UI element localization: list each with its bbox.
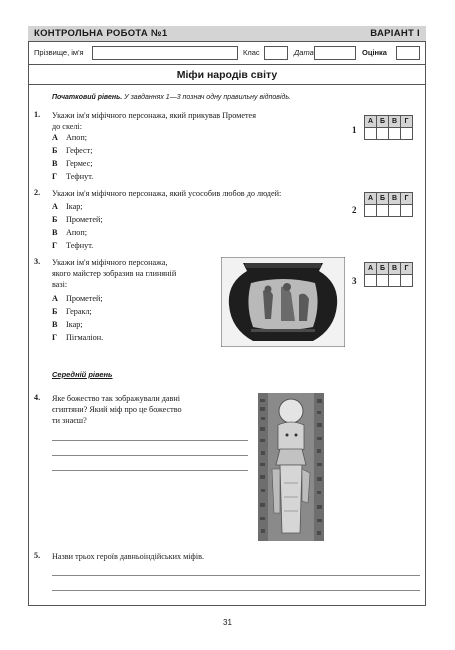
level1-instruction [52,94,291,101]
greek-vase-image [221,257,345,347]
answer-cell[interactable] [389,275,401,287]
q4-answer-line-3[interactable] [52,470,248,471]
q1-number: 1. [34,110,41,119]
q3-line-3: вазі: [52,280,68,289]
q5-text: Назви трьох героїв давньоіндійських міфів. [52,552,205,561]
variant-label: ВАРІАНТ І [370,28,420,39]
q3-option-b[interactable] [52,307,92,316]
option-text: Тефнут. [66,172,94,181]
q4-line-2: єгиптяни? Який міф про це божество [52,405,182,414]
option-text: Апоп; [66,228,88,237]
level1-text: У завданнях 1—3 познач одну правильну відповідь. [124,94,292,101]
worksheet-header [28,26,426,42]
q3-line-1: Укажи ім'я міфічного персонажа, [52,258,168,267]
q2-option-b[interactable] [52,215,103,224]
q1-option-a[interactable] [52,133,87,142]
q1-option-c[interactable] [52,159,93,168]
q2-text [52,188,367,199]
header-divider [28,64,426,65]
name-field[interactable] [92,46,238,60]
grid-header: В [389,263,401,275]
grid-header: Б [377,116,389,128]
answer-cell[interactable] [365,128,377,140]
level1-name: Початковий рівень. [52,94,123,101]
option-letter: В [52,159,58,168]
option-text: Прометей; [66,294,103,303]
q3-text [52,257,222,290]
q1-option-d[interactable] [52,172,93,181]
option-letter: Б [52,146,58,155]
option-text: Гефест; [66,146,93,155]
grid-header: В [389,193,401,205]
option-text: Тефнут. [66,241,94,250]
q2-option-d[interactable] [52,241,93,250]
grade-label: Оцінка [362,48,387,57]
name-label: Прізвище, ім'я [34,48,84,57]
level2-heading: Середній рівень [52,370,113,379]
page-number: 31 [223,618,232,627]
answer-cell[interactable] [365,275,377,287]
q3-option-a[interactable] [52,294,103,303]
grid-header: Г [401,116,413,128]
q5-answer-line-1[interactable] [52,575,420,576]
option-text: Ікар; [66,202,83,211]
q2-grid-number: 2 [352,205,357,215]
answer-cell[interactable] [377,275,389,287]
option-letter: А [52,294,58,303]
option-letter: А [52,133,58,142]
q4-answer-line-2[interactable] [52,455,248,456]
q2-line-1: Укажи ім'я міфічного персонажа, який усособив любов до людей: [52,189,282,198]
topic-divider [28,84,426,85]
q3-line-2: якого майстер зобразив на глиняній [52,269,177,278]
option-letter: А [52,202,58,211]
q5-number: 5. [34,551,41,560]
class-field[interactable] [264,46,288,60]
q1-answer-grid [364,115,413,140]
q2-answer-grid [364,192,413,217]
q4-answer-line-1[interactable] [52,440,248,441]
q3-number: 3. [34,257,41,266]
answer-cell[interactable] [377,205,389,217]
q1-line-2: до скелі: [52,122,82,131]
option-text: Геракл; [66,307,92,316]
q3-option-c[interactable] [52,320,83,329]
option-letter: Г [52,333,58,342]
option-text: Ікар; [66,320,83,329]
option-text: Прометей; [66,215,103,224]
grid-header: А [365,116,377,128]
q4-line-1: Яке божество так зображували давні [52,394,181,403]
answer-cell[interactable] [389,205,401,217]
q1-line-1: Укажи ім'я міфічного персонажа, який прикував Прометея [52,111,256,120]
option-text: Апоп; [66,133,88,142]
answer-cell[interactable] [365,205,377,217]
q1-text [52,110,362,132]
option-text: Гермес; [66,159,93,168]
option-letter: В [52,228,58,237]
q2-option-c[interactable] [52,228,87,237]
option-letter: Б [52,307,58,316]
grid-header: А [365,193,377,205]
q4-text [52,393,252,426]
answer-cell[interactable] [377,128,389,140]
q5-answer-line-2[interactable] [52,590,420,591]
grid-header: Б [377,193,389,205]
q3-option-d[interactable] [52,333,103,342]
class-label: Клас [243,48,260,57]
option-text: Пігмаліон. [66,333,104,342]
q3-grid-number: 3 [352,276,357,286]
answer-cell[interactable] [401,128,413,140]
q4-number: 4. [34,393,41,402]
q4-line-3: ти знаєш? [52,416,87,425]
q2-number: 2. [34,188,41,197]
q2-option-a[interactable] [52,202,83,211]
option-letter: Б [52,215,58,224]
grid-header: А [365,263,377,275]
q1-grid-number: 1 [352,125,357,135]
grid-header: В [389,116,401,128]
topic-title: Міфи народів світу [176,69,278,81]
answer-cell[interactable] [401,275,413,287]
q3-answer-grid [364,262,413,287]
option-letter: Г [52,241,58,250]
grid-header: Г [401,193,413,205]
option-letter: Г [52,172,58,181]
answer-cell[interactable] [401,205,413,217]
answer-cell[interactable] [389,128,401,140]
q1-option-b[interactable] [52,146,92,155]
grade-field[interactable] [396,46,420,60]
grid-header: Б [377,263,389,275]
option-letter: В [52,320,58,329]
date-field[interactable] [314,46,356,60]
test-title: КОНТРОЛЬНА РОБОТА №1 [34,28,168,39]
egyptian-goddess-image [258,393,324,541]
grid-header: Г [401,263,413,275]
date-label: Дата [294,48,314,57]
